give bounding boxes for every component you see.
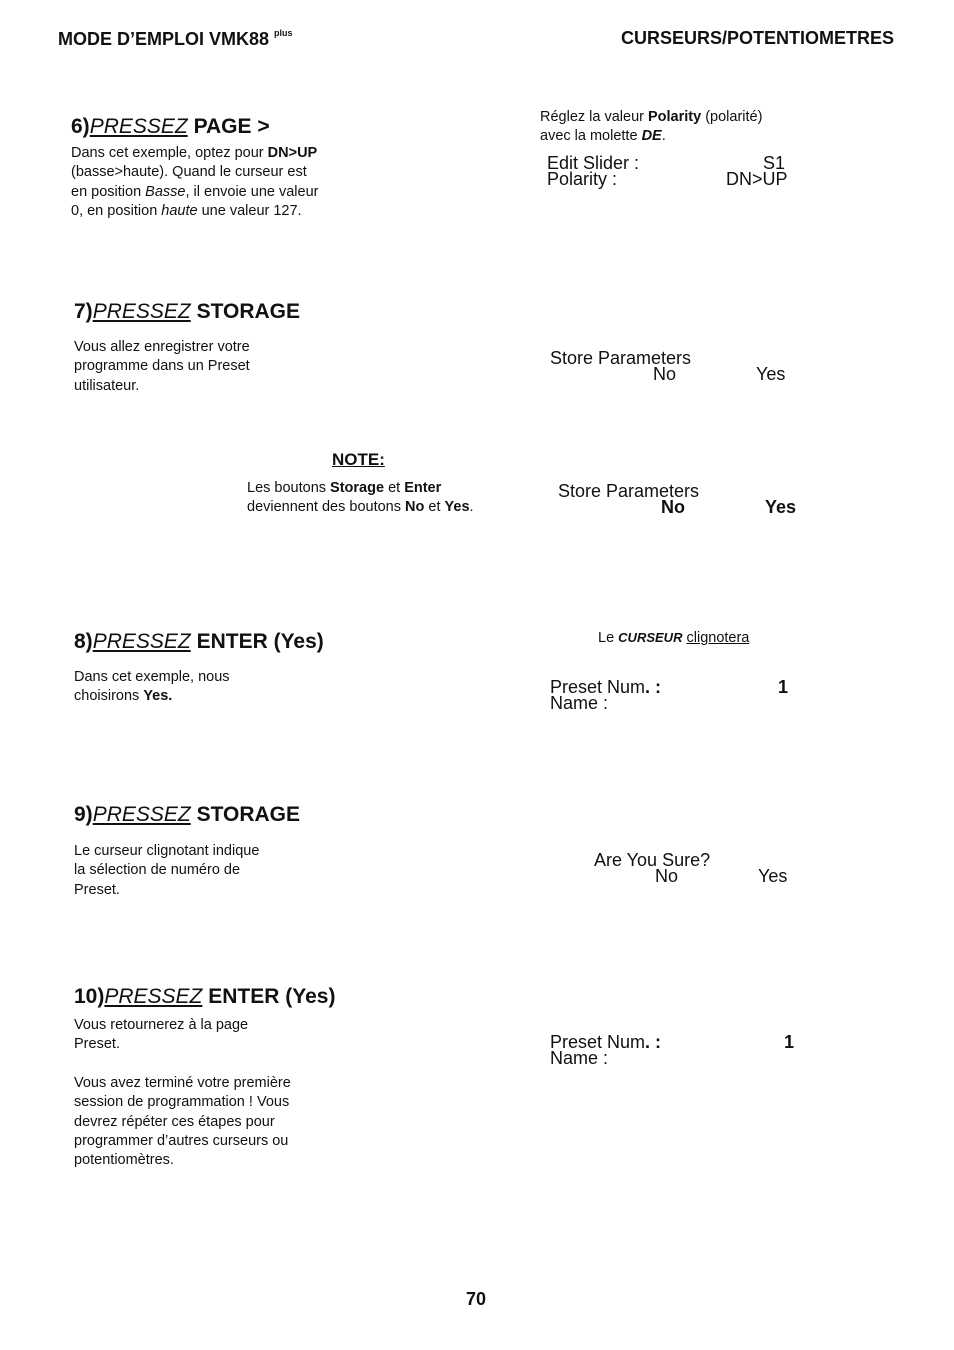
text: Preset Num bbox=[550, 1032, 646, 1052]
step-number: 9) bbox=[74, 803, 93, 826]
step-verb: PRESSEZ bbox=[89, 115, 188, 138]
text: (basse>haute). Quand le curseur est en position bbox=[71, 164, 307, 200]
lcd-store-parameters-title: Store Parameters bbox=[558, 481, 700, 501]
step-verb: PRESSEZ bbox=[92, 803, 191, 826]
step-6-description bbox=[71, 144, 321, 222]
step-number: 7) bbox=[74, 300, 93, 323]
text: . bbox=[661, 128, 666, 145]
lcd-name-label: Name : bbox=[550, 1048, 609, 1068]
step-6-hint bbox=[540, 108, 762, 147]
text-italic: Basse bbox=[145, 183, 186, 200]
text: (polarité) bbox=[701, 109, 763, 125]
header-title-sup: plus bbox=[274, 28, 293, 38]
step-action: STORAGE bbox=[196, 803, 301, 826]
hint-line-1 bbox=[540, 108, 762, 127]
note-line-1 bbox=[247, 479, 474, 498]
text-line: Vous allez enregistrer votre bbox=[74, 339, 250, 355]
text-bold: Polarity bbox=[648, 109, 702, 125]
text: . bbox=[469, 499, 474, 516]
step-8-heading bbox=[74, 630, 324, 654]
text: choisirons bbox=[74, 688, 144, 705]
text-line: Preset. bbox=[74, 1036, 120, 1053]
text: Les boutons bbox=[247, 480, 331, 496]
text-line: Le curseur clignotant indique bbox=[74, 843, 260, 859]
text-bold-italic: CURSEUR bbox=[618, 630, 683, 645]
lcd-preset-num-value: 1 bbox=[784, 1032, 795, 1052]
step-number: 8) bbox=[74, 630, 93, 653]
step-action: ENTER (Yes) bbox=[196, 630, 324, 653]
step-action: STORAGE bbox=[196, 300, 301, 323]
step-8-hint bbox=[598, 628, 749, 648]
text: Dans cet exemple, optez pour bbox=[71, 145, 264, 161]
text: Le bbox=[598, 630, 619, 646]
text-bold: . : bbox=[645, 677, 662, 697]
lcd-option-no: No bbox=[661, 497, 685, 517]
header-title bbox=[58, 28, 293, 50]
step-10-description bbox=[74, 1016, 324, 1171]
text-paragraph: Vous avez terminé votre première session de programmation ! Vous devrez répéter ces étapes pour programmer d’autres curseurs ou potentiomètres. bbox=[74, 1074, 291, 1169]
step-10-heading bbox=[74, 985, 335, 1009]
step-verb: PRESSEZ bbox=[104, 985, 203, 1008]
text-bold-italic: DE bbox=[641, 128, 662, 145]
text: Preset Num bbox=[550, 677, 646, 697]
lcd-edit-slider-label: Edit Slider : bbox=[547, 153, 640, 173]
text: deviennent des boutons bbox=[247, 499, 406, 516]
text: avec la molette bbox=[540, 128, 642, 145]
step-7-description bbox=[74, 338, 250, 396]
hint-line-2 bbox=[540, 127, 762, 146]
note-title: NOTE: bbox=[332, 450, 385, 469]
lcd-option-no: No bbox=[655, 866, 679, 886]
step-9-description bbox=[74, 842, 259, 900]
note-line-2 bbox=[247, 498, 474, 517]
text-bold: Enter bbox=[404, 480, 442, 496]
lcd-preset-num-value: 1 bbox=[778, 677, 789, 697]
text-line bbox=[74, 687, 230, 706]
text-line: utilisateur. bbox=[74, 377, 140, 394]
step-verb: PRESSEZ bbox=[92, 300, 191, 323]
header-section: CURSEURS/POTENTIOMETRES bbox=[620, 28, 894, 48]
text: Réglez la valeur bbox=[540, 109, 648, 125]
lcd-option-yes: Yes bbox=[765, 497, 797, 517]
text-bold: DN>UP bbox=[267, 145, 318, 161]
header-title-text: MODE D’EMPLOI VMK88 bbox=[58, 29, 270, 49]
lcd-edit-slider-value: S1 bbox=[763, 153, 786, 173]
lcd-store-parameters-title: Store Parameters bbox=[550, 348, 692, 368]
text-line: Dans cet exemple, nous bbox=[74, 669, 230, 685]
step-verb: PRESSEZ bbox=[92, 630, 191, 653]
text: une valeur 127. bbox=[197, 203, 302, 220]
text-line: programme dans un Preset bbox=[74, 358, 250, 375]
text: , il envoie une valeur 0, en position bbox=[71, 183, 319, 220]
text-italic: haute bbox=[161, 203, 198, 220]
lcd-option-no: No bbox=[653, 364, 677, 384]
text-bold: . : bbox=[645, 1032, 662, 1052]
text-bold: No bbox=[405, 499, 425, 516]
step-number: 6) bbox=[71, 115, 90, 138]
lcd-polarity-value: DN>UP bbox=[726, 169, 788, 189]
step-action: PAGE > bbox=[193, 115, 270, 138]
lcd-option-yes: Yes bbox=[758, 866, 788, 886]
lcd-name-label: Name : bbox=[550, 693, 609, 713]
paragraph-spacer bbox=[74, 1055, 324, 1074]
lcd-option-yes: Yes bbox=[756, 364, 786, 384]
text-bold: Yes. bbox=[143, 688, 173, 705]
step-number: 10) bbox=[74, 985, 105, 1008]
text-line: Vous retournerez à la page bbox=[74, 1017, 249, 1033]
step-9-heading bbox=[74, 803, 300, 827]
step-action: ENTER (Yes) bbox=[208, 985, 336, 1008]
text-line: Preset. bbox=[74, 881, 120, 898]
lcd-are-you-sure-title: Are You Sure? bbox=[594, 850, 711, 870]
text: et bbox=[424, 499, 445, 516]
text-bold: Yes bbox=[444, 499, 470, 516]
text-line: la sélection de numéro de bbox=[74, 862, 241, 879]
page-number: 70 bbox=[466, 1289, 487, 1309]
text-bold: Storage bbox=[330, 480, 385, 496]
step-6-heading bbox=[71, 115, 270, 139]
lcd-polarity-label: Polarity : bbox=[547, 169, 618, 189]
text: et bbox=[384, 480, 405, 496]
step-7-heading bbox=[74, 300, 300, 324]
step-8-description bbox=[74, 668, 230, 707]
note-text bbox=[247, 479, 474, 518]
text-underline: clignotera bbox=[686, 630, 750, 646]
